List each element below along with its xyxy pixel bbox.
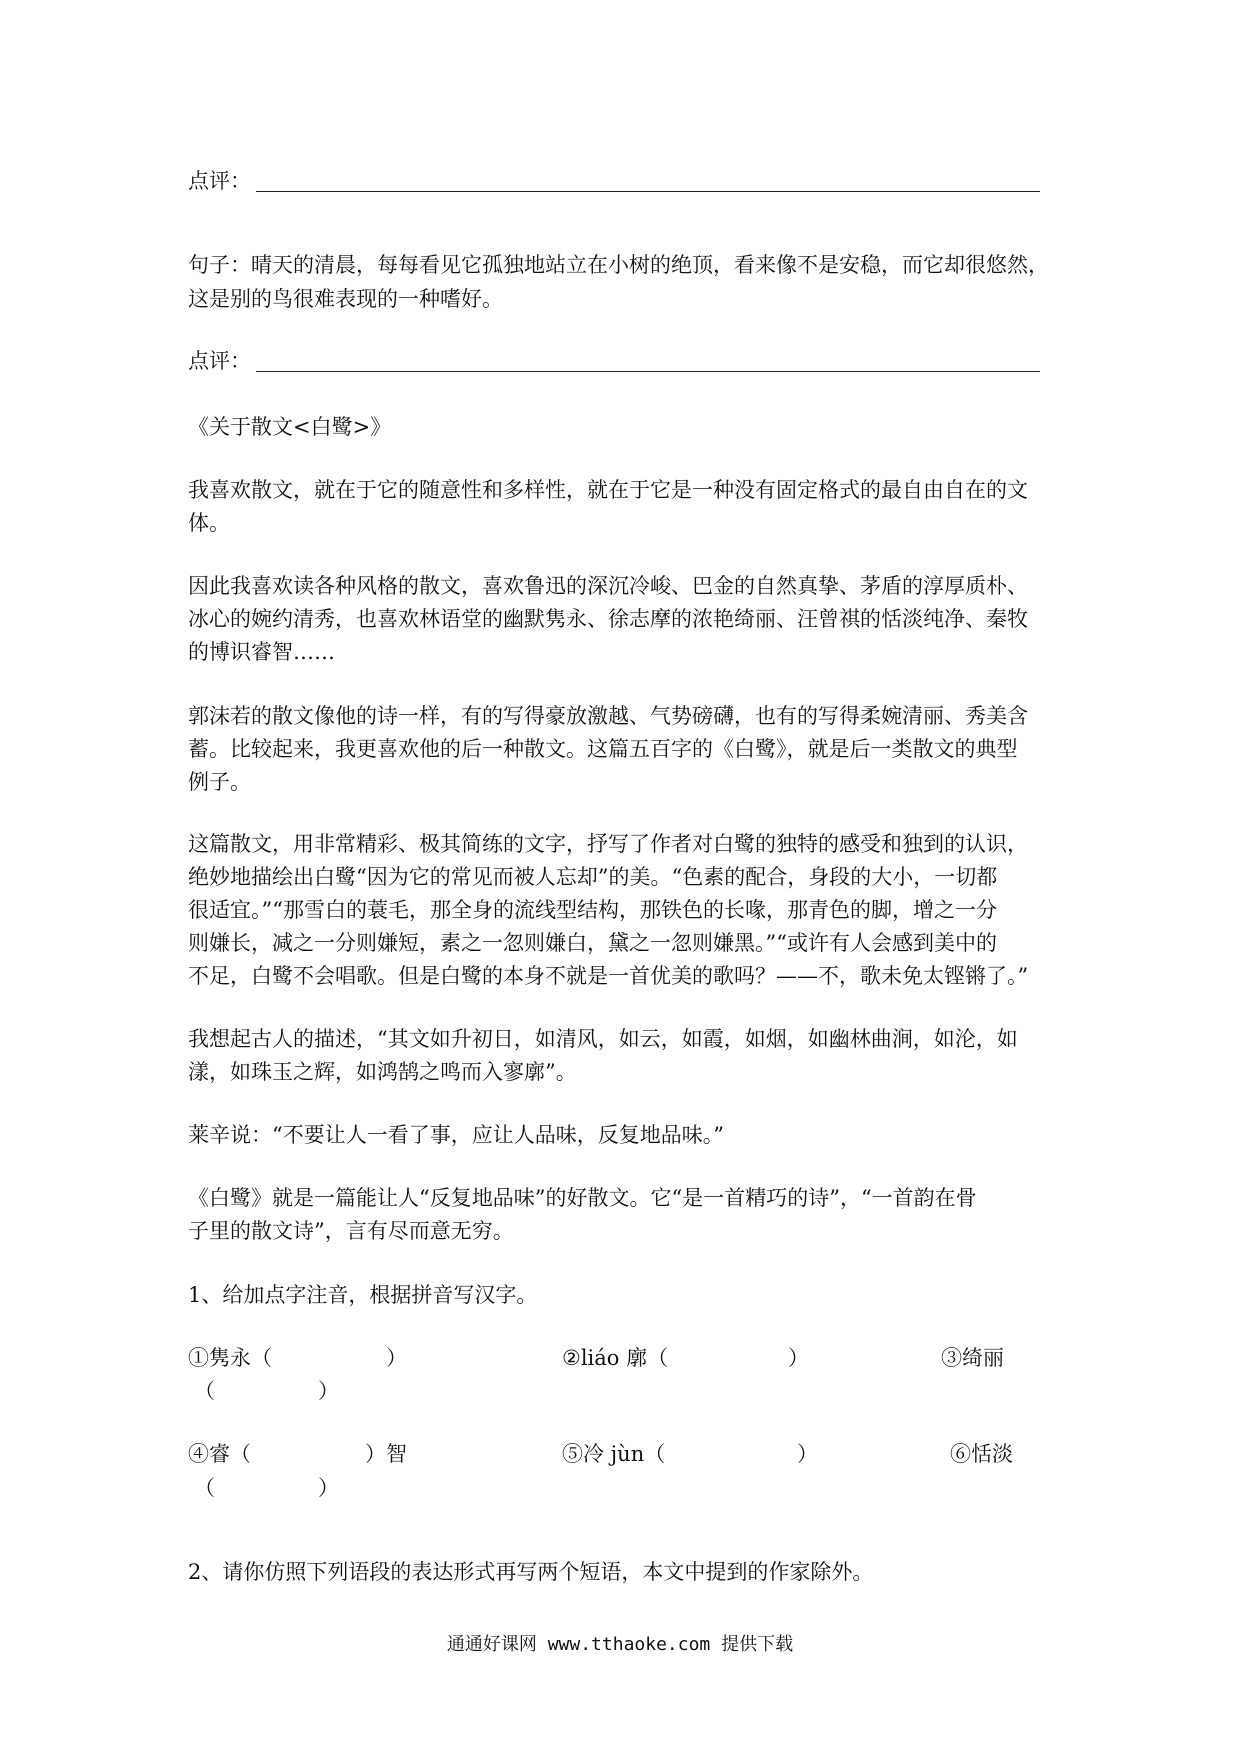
- paragraph-line: 我喜欢散文，就在于它的随意性和多样性，就在于它是一种没有固定格式的最自由自在的文: [188, 478, 1028, 502]
- answer-paren-close: ）: [318, 1476, 339, 1500]
- comment-label: 点评：: [188, 349, 251, 373]
- paragraph-line: 我想起古人的描述，“其文如升初日，如清风，如云，如霞，如烟，如幽林曲涧，如沦，如: [188, 1027, 1018, 1051]
- paragraph-line: 漾，如珠玉之辉，如鸿鹄之鸣而入寥廓”。: [188, 1060, 577, 1084]
- pinyin-item: ②liáo 廓（: [562, 1346, 669, 1370]
- answer-paren-close: ）: [386, 1346, 407, 1370]
- paragraph-line: 绝妙地描绘出白鹭“因为它的常见而被人忘却”的美。“色素的配合，身段的大小，一切都: [188, 865, 998, 889]
- answer-paren-close: ）: [318, 1379, 339, 1403]
- sentence-line: 句子：晴天的清晨，每每看见它孤独地站立在小树的绝顶，看来像不是安稳，而它却很悠然，: [188, 253, 1049, 277]
- comment-answer-line[interactable]: [256, 191, 1040, 192]
- answer-paren-close: ）: [797, 1442, 818, 1466]
- paragraph-line: 则嫌长，减之一分则嫌短，素之一忽则嫌白，黛之一忽则嫌黑。”“或许有人会感到美中的: [188, 931, 997, 955]
- essay-title: 《关于散文<白鹭>》: [188, 415, 392, 439]
- paragraph-line: 的博识睿智……: [188, 640, 335, 664]
- paragraph-line: 《白鹭》就是一篇能让人“反复地品味”的好散文。它“是一首精巧的诗”，“一首韵在骨: [188, 1186, 977, 1210]
- comment-label: 点评：: [188, 169, 251, 193]
- paragraph-line: 莱辛说：“不要让人一看了事，应让人品味，反复地品味。”: [188, 1123, 724, 1147]
- paragraph-line: 蓄。比较起来，我更喜欢他的后一种散文。这篇五百字的《白鹭》，就是后一类散文的典型: [188, 737, 1018, 761]
- pinyin-item: ④睿（: [188, 1442, 251, 1466]
- sentence-line: 这是别的鸟很难表现的一种嗜好。: [188, 287, 503, 311]
- pinyin-item: ①隽永（: [188, 1346, 272, 1370]
- answer-paren-close: ）: [788, 1346, 809, 1370]
- comment-answer-line[interactable]: [256, 371, 1040, 372]
- pinyin-item: ⑥恬淡: [950, 1442, 1013, 1466]
- answer-paren-open: （: [194, 1476, 215, 1500]
- paragraph-line: 这篇散文，用非常精彩、极其简练的文字，抒写了作者对白鹭的独特的感受和独到的认识，: [188, 832, 1028, 856]
- paragraph-line: 郭沫若的散文像他的诗一样，有的写得豪放激越、气势磅礴，也有的写得柔婉清丽、秀美含: [188, 704, 1028, 728]
- paragraph-line: 冰心的婉约清秀，也喜欢林语堂的幽默隽永、徐志摩的浓艳绮丽、汪曾祺的恬淡纯净、秦牧: [188, 607, 1028, 631]
- pinyin-item: ⑤冷 jùn（: [562, 1442, 666, 1466]
- paragraph-line: 很适宜。”“那雪白的蓑毛，那全身的流线型结构，那铁色的长喙，那青色的脚，增之一分: [188, 898, 997, 922]
- page-footer: 通通好课网 www.tthaoke.com 提供下载: [446, 1634, 794, 1655]
- paragraph-line: 例子。: [188, 770, 251, 794]
- paragraph-line: 不足，白鹭不会唱歌。但是白鹭的本身不就是一首优美的歌吗？——不，歌未免太铿锵了。”: [188, 964, 1029, 988]
- answer-paren-open: （: [194, 1379, 215, 1403]
- pinyin-item: ③绮丽: [941, 1346, 1004, 1370]
- paragraph-line: 体。: [188, 511, 230, 535]
- question-prompt: 2、请你仿照下列语段的表达形式再写两个短语，本文中提到的作家除外。: [188, 1560, 874, 1584]
- answer-paren-close: ）智: [365, 1442, 407, 1466]
- question-prompt: 1、给加点字注音，根据拼音写汉字。: [188, 1283, 538, 1307]
- paragraph-line: 子里的散文诗”，言有尽而意无穷。: [188, 1219, 514, 1243]
- paragraph-line: 因此我喜欢读各种风格的散文，喜欢鲁迅的深沉冷峻、巴金的自然真挚、茅盾的淳厚质朴、: [188, 574, 1028, 598]
